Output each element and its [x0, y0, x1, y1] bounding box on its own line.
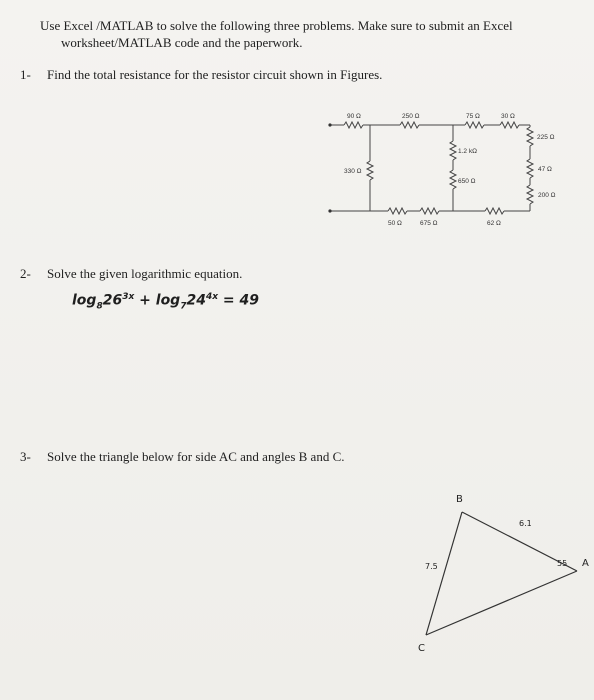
eq-rhs: = 49 [218, 292, 260, 309]
resistor-50 [388, 208, 407, 214]
angle-a-label: 55 [557, 559, 568, 568]
problem-2-text: Solve the given logarithmic equation. [47, 266, 243, 281]
label-30: 30 Ω [501, 113, 515, 120]
resistor-75 [465, 122, 484, 128]
resistor-675 [420, 208, 439, 214]
logarithmic-equation [72, 292, 259, 311]
label-675: 675 Ω [420, 220, 438, 227]
eq-plus: + [134, 292, 156, 309]
label-650: 650 Ω [458, 178, 476, 185]
resistor-200 [527, 185, 533, 204]
side-ac [426, 571, 577, 635]
label-62: 62 Ω [487, 220, 501, 227]
vertex-c-label: C [418, 643, 425, 654]
vertex-b-label: B [456, 494, 463, 505]
resistor-225 [527, 127, 533, 146]
problem-1-text: Find the total resistance for the resistor circuit shown in Figures. [47, 67, 383, 82]
problem-3-number: 3- [20, 449, 31, 464]
resistor-90 [344, 122, 363, 128]
resistor-330 [367, 161, 373, 180]
problem-2-number: 2- [20, 266, 31, 281]
label-200: 200 Ω [538, 192, 556, 199]
side-bc-label: 7.5 [425, 562, 438, 571]
resistor-62 [485, 208, 504, 214]
eq-base-1: 8 [96, 301, 103, 312]
problem-1-number: 1- [20, 67, 31, 82]
label-250: 250 Ω [402, 113, 420, 120]
terminal-top [328, 123, 331, 126]
triangle-diagram [390, 485, 594, 660]
resistor-circuit-diagram [320, 105, 565, 235]
resistor-47 [527, 159, 533, 178]
side-bc [426, 512, 462, 635]
label-1-2k: 1.2 kΩ [458, 148, 477, 155]
problem-3-text: Solve the triangle below for side AC and angles B and C. [47, 449, 345, 464]
instructions-line-2: worksheet/MATLAB code and the paperwork. [61, 35, 303, 50]
resistor-650 [450, 170, 456, 189]
label-330: 330 Ω [344, 168, 362, 175]
label-50: 50 Ω [388, 220, 402, 227]
instructions-line-1: Use Excel /MATLAB to solve the following three problems. Make sure to submit an Excel [40, 18, 513, 33]
resistor-30 [500, 122, 519, 128]
label-90: 90 Ω [347, 113, 361, 120]
resistor-250 [400, 122, 419, 128]
eq-exp-1: 3x [122, 292, 135, 302]
eq-arg-2: 24 [186, 292, 206, 309]
eq-log-1: log [72, 292, 97, 309]
eq-exp-2: 4x [205, 292, 219, 302]
eq-arg-1: 26 [102, 292, 123, 309]
label-47: 47 Ω [538, 166, 552, 173]
side-ab-label: 6.1 [519, 519, 532, 528]
terminal-bottom [328, 209, 331, 212]
label-75: 75 Ω [466, 113, 480, 120]
vertex-a-label: A [582, 558, 589, 569]
resistor-1-2k [450, 141, 456, 160]
eq-log-2: log [155, 292, 181, 309]
label-225: 225 Ω [537, 134, 555, 141]
eq-base-2: 7 [180, 301, 187, 312]
